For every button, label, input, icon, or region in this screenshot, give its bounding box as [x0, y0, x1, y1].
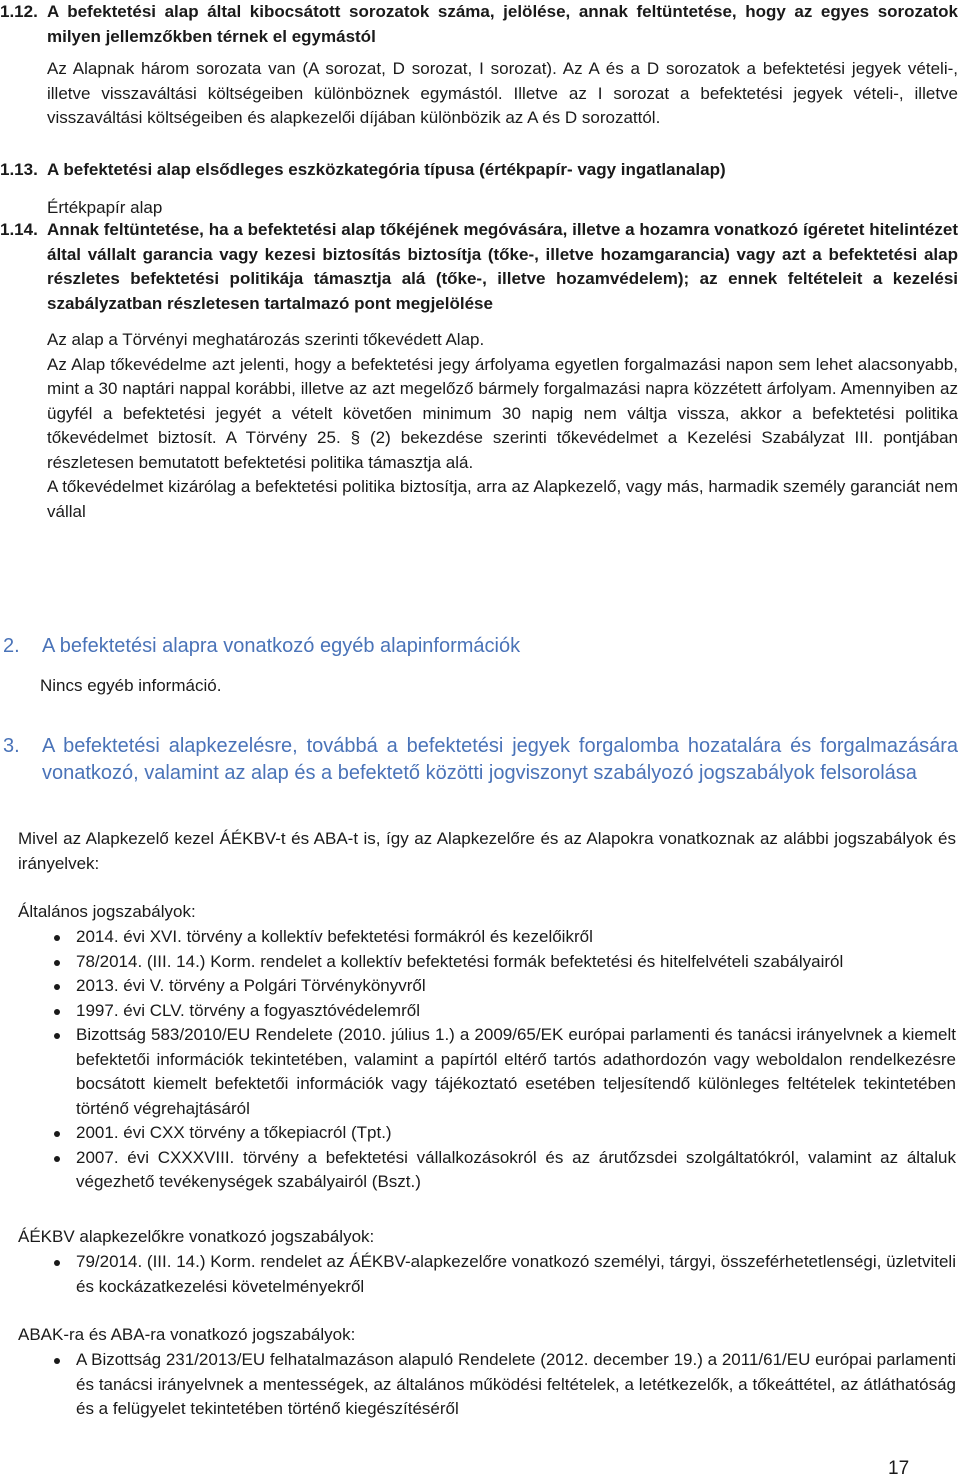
abak-laws-list	[17, 1348, 956, 1422]
section-number: 1.14.	[0, 220, 38, 239]
list-item: 2014. évi XVI. törvény a kollektív befektetési formákról és kezelőikről	[17, 925, 956, 950]
section-paragraph: Az alap a Törvényi meghatározás szerinti tőkevédett Alap.	[47, 330, 485, 349]
chapter-title: A befektetési alapkezelésre, továbbá a befektetési jegyek forgalomba hozatalára és forgalmazására vonatkozó, valamint az alap és a befektető közötti jogviszonyt szabályozó jogszabályok felsorolása	[42, 735, 958, 784]
list-item: 79/2014. (III. 14.) Korm. rendelet az ÁÉKBV-alapkezelőre vonatkozó személyi, tárgyi, összeférhetetlenségi, üzletviteli és kockázatkezelési követelményekről	[17, 1250, 956, 1299]
section-paragraph: Az Alap tőkevédelme azt jelenti, hogy a befektetési jegy árfolyama egyetlen forgalmazási napon sem lehet alacsonyabb, mint a 30 naptári nappal korábbi, illetve az azt megelőző bármely forgalmazási napra közzétett árfolyam. Amennyiben az ügyfél a befektetési jegyét a vételt követően minimum 30 napig nem váltja vissza, akkor a befektetési politika tőkevédelmet biztosít. A Törvény 25. § (2) bekezdése szerinti tőkevédelmet a Kezelési Szabályzat III. pontjában részletesen bemutatott befektetési politika támasztja alá.	[47, 354, 958, 472]
chapter-3-heading	[3, 733, 958, 814]
list-item: Bizottság 583/2010/EU Rendelete (2010. július 1.) a 2009/65/EK európai parlamenti és tanácsi irányelvnek a kiemelt befektetői információk tekintetében, valamint a papírtól eltérő tartós adathordozón vagy weboldalon rendelkezésre bocsátott kiemelt befektetői információk vagy tájékoztató esetében teljesítendő különleges feltételek tekintetében történő végrehajtásáról	[17, 1023, 956, 1121]
section-heading: A befektetési alap által kibocsátott sorozatok száma, jelölése, annak feltüntetése, hogy az egyes sorozatok milyen jellemzőkben térnek el egymástól	[47, 2, 958, 46]
section-paragraph: A tőkevédelmet kizárólag a befektetési politika biztosítja, arra az Alapkezelő, vagy más, harmadik személy garanciát nem vállal	[47, 477, 958, 521]
list-item: 78/2014. (III. 14.) Korm. rendelet a kollektív befektetési formák befektetési és hitelfelvételi szabályairól	[17, 950, 956, 975]
chapter-title: A befektetési alapra vonatkozó egyéb alapinformációk	[42, 635, 521, 657]
abak-laws-label: ABAK-ra és ABA-ra vonatkozó jogszabályok:	[18, 1325, 356, 1344]
section-1-13	[0, 158, 958, 220]
general-laws-label: Általános jogszabályok:	[18, 902, 196, 921]
section-paragraph: Az Alapnak három sorozata van (A sorozat, D sorozat, I sorozat). Az A és a D sorozatok a befektetési jegyek vételi-, illetve visszaváltási költségeiben különböznek egymástól. Illetve az I sorozat a befektetési jegyek vételi-, illetve visszaváltási költségeiben és alapkezelői díjában különbözik az A és D sorozattól.	[47, 59, 958, 127]
list-item: 2007. évi CXXXVIII. törvény a befektetési vállalkozásokról és az árutőzsdei szolgáltatókról, valamint az általuk végezhető tevékenységek szabályairól (Bszt.)	[17, 1146, 956, 1195]
section-1-12	[0, 0, 958, 131]
section-heading: A befektetési alap elsődleges eszközkategória típusa (értékpapír- vagy ingatlanalap)	[47, 160, 726, 179]
page-number: 17	[888, 1458, 910, 1479]
section-paragraph: Értékpapír alap	[47, 197, 163, 217]
ucits-laws-list	[17, 1250, 956, 1299]
list-item: A Bizottság 231/2013/EU felhatalmazáson alapuló Rendelete (2012. december 19.) a 2011/61/EU európai parlamenti és tanácsi irányelvnek a mentességek, az általános működési feltételek, a letétkezelők, a tőkeáttétel, az átláthatóság és a felügyelet tekintetében történő kiegészítéséről	[17, 1348, 956, 1422]
chapter-number: 3.	[3, 735, 20, 757]
list-item: 2001. évi CXX törvény a tőkepiacról (Tpt.)	[17, 1121, 956, 1146]
chapter-2-paragraph: Nincs egyéb információ.	[40, 676, 222, 695]
chapter-number: 2.	[3, 635, 20, 657]
list-item: 2013. évi V. törvény a Polgári Törvénykönyvről	[17, 974, 956, 999]
section-1-14	[0, 218, 958, 524]
general-laws-list	[17, 925, 956, 1195]
chapter-2-heading	[3, 633, 958, 660]
section-number: 1.12.	[0, 2, 38, 21]
ucits-laws-label: ÁÉKBV alapkezelőkre vonatkozó jogszabályok:	[18, 1227, 375, 1246]
list-item: 1997. évi CLV. törvény a fogyasztóvédelemről	[17, 999, 956, 1024]
section-heading: Annak feltüntetése, ha a befektetési alap tőkéjének megóvására, illetve a hozamra vonatkozó ígéretet hitelintézet által vállalt garancia vagy kezesi biztosítás biztosítja (tőke-, illetve hozamgarancia) vagy azt a befektetési alap részletes befektetési politikája támasztja alá (tőke-, illetve hozamvédelem); az ennek feltételeit a kezelési szabályzatban részletesen tartalmazó pont megjelölése	[47, 220, 958, 313]
chapter-3-intro: Mivel az Alapkezelő kezel ÁÉKBV-t és ABA-t is, így az Alapkezelőre és az Alapokra vonatkoznak az alábbi jogszabályok és irányelvek:	[18, 829, 956, 873]
section-number: 1.13.	[0, 160, 38, 179]
